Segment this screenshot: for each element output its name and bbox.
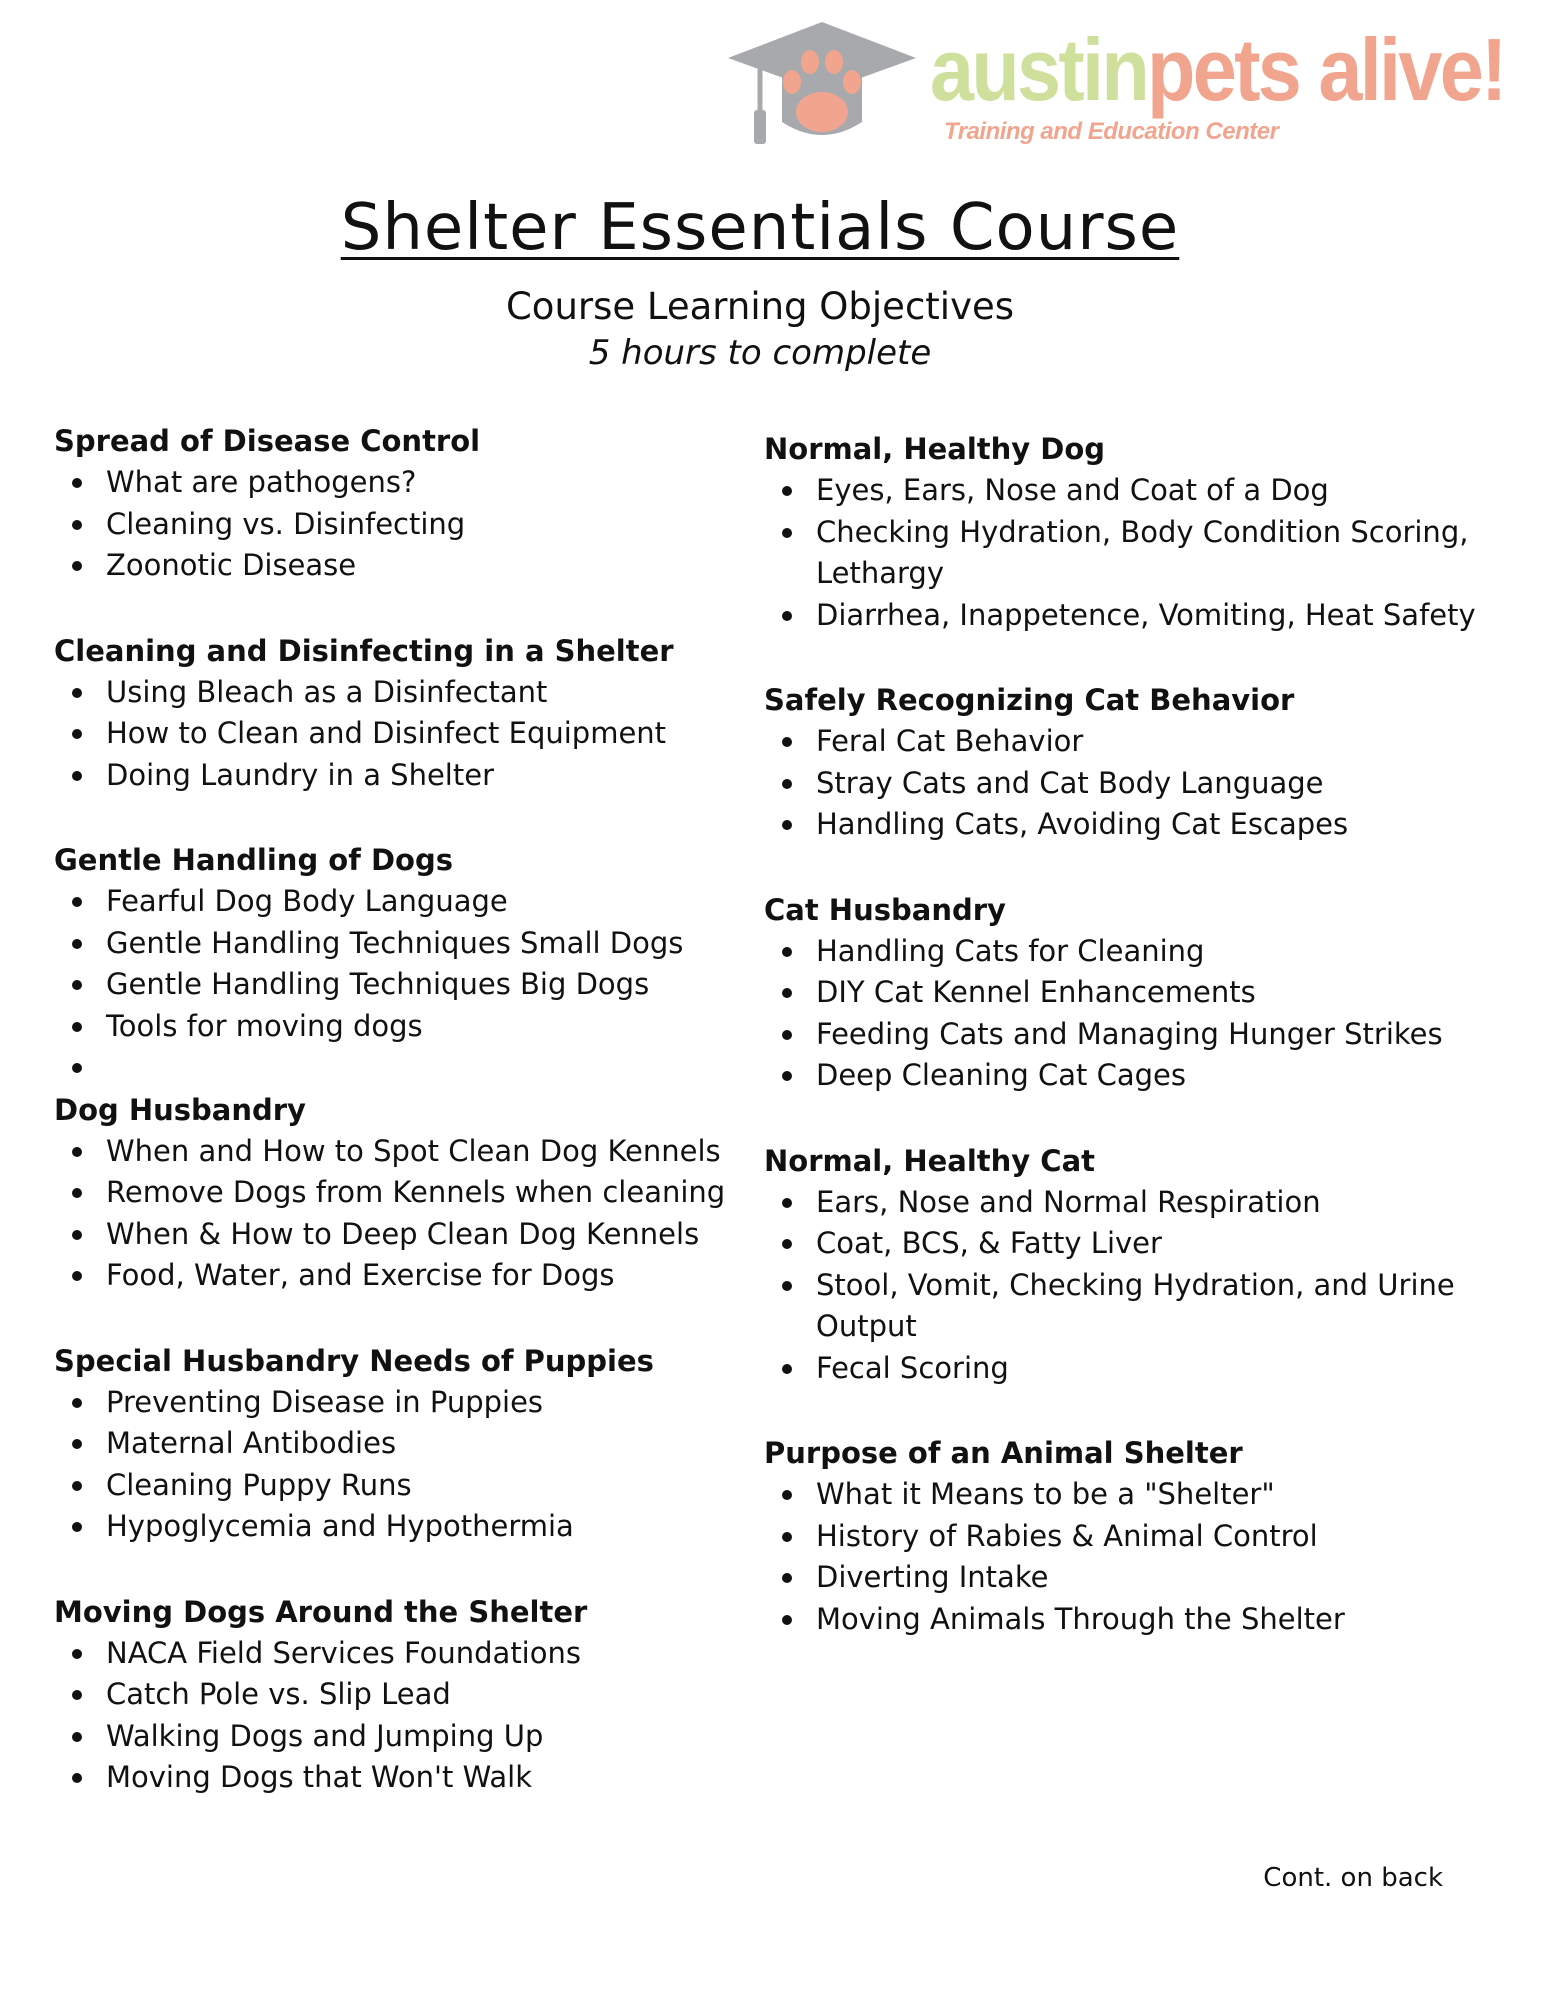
bullet-icon [72, 1439, 82, 1449]
section-title: Moving Dogs Around the Shelter [54, 1594, 588, 1629]
objective-list [54, 881, 754, 1089]
list-item [764, 595, 1504, 637]
list-item [764, 721, 1504, 763]
list-item-text: Doing Laundry in a Shelter [106, 757, 495, 792]
section-title: Gentle Handling of Dogs [54, 843, 453, 877]
bullet-icon [72, 1690, 82, 1700]
bullet-icon [72, 1188, 82, 1198]
objective-list [764, 470, 1504, 636]
list-item [764, 1599, 1504, 1641]
objective-section-safely-recognizing-cat-behavior [764, 679, 1504, 846]
bullet-icon [782, 1030, 792, 1040]
section-title: Dog Husbandry [54, 1092, 306, 1127]
objective-section-purpose-of-an-animal-shelter [764, 1432, 1504, 1640]
organization-logo [722, 14, 1528, 154]
list-item-text: Food, Water, and Exercise for Dogs [106, 1258, 615, 1292]
bullet-icon [72, 1398, 82, 1408]
bullet-icon [72, 478, 82, 488]
list-item [764, 931, 1504, 973]
list-item-text: Walking Dogs and Jumping Up [106, 1718, 544, 1753]
list-item-text: Handling Cats for Cleaning [816, 933, 1205, 968]
bullet-icon [782, 779, 792, 789]
list-item [54, 1047, 754, 1089]
bullet-icon [72, 1773, 82, 1783]
bullet-icon [782, 1615, 792, 1625]
list-item [54, 672, 754, 714]
section-title: Cleaning and Disinfecting in a Shelter [54, 633, 674, 668]
list-item-text: Handling Cats, Avoiding Cat Escapes [816, 807, 1349, 841]
list-item [54, 713, 754, 755]
list-item [54, 881, 754, 923]
section-title: Cat Husbandry [764, 892, 1006, 927]
list-item-text: Gentle Handling Techniques Small Dogs [106, 925, 684, 960]
list-item-text: Using Bleach as a Disinfectant [106, 674, 548, 709]
objective-list [764, 1182, 1504, 1390]
objective-list [54, 672, 754, 797]
objective-section-special-husbandry-needs-of-puppies [54, 1340, 754, 1548]
list-item-text: Diarrhea, Inappetence, Vomiting, Heat Safety [816, 597, 1476, 632]
section-title: Purpose of an Animal Shelter [764, 1436, 1243, 1470]
list-item [54, 1757, 754, 1799]
list-item [764, 1055, 1504, 1097]
list-item-text: Cleaning Puppy Runs [106, 1467, 412, 1502]
list-item [54, 1465, 754, 1507]
list-item-text: Fecal Scoring [816, 1350, 1009, 1385]
list-item [764, 1265, 1504, 1348]
list-item-text: What it Means to be a "Shelter" [816, 1477, 1275, 1511]
bullet-icon [782, 1364, 792, 1374]
list-item [54, 1716, 754, 1758]
graduation-cap-paw-icon [722, 14, 932, 154]
bullet-icon [72, 1271, 82, 1281]
objective-list [764, 721, 1504, 846]
list-item-text: Preventing Disease in Puppies [106, 1384, 544, 1419]
list-item [54, 1506, 754, 1548]
bullet-icon [72, 1022, 82, 1032]
list-item-text: When & How to Deep Clean Dog Kennels [106, 1216, 700, 1251]
bullet-icon [782, 1532, 792, 1542]
page-subtitle: Course Learning Objectives [505, 285, 1015, 328]
section-title: Normal, Healthy Cat [764, 1143, 1096, 1178]
list-item-text: Tools for moving dogs [106, 1008, 423, 1043]
bullet-icon [782, 528, 792, 538]
bullet-icon [782, 1573, 792, 1583]
objective-section-cleaning-and-disinfecting-in-a-shelter [54, 630, 754, 797]
list-item [54, 1674, 754, 1716]
list-item-text: Maternal Antibodies [106, 1426, 397, 1460]
bullet-icon [72, 897, 82, 907]
list-item [764, 1557, 1504, 1599]
bullet-icon [782, 988, 792, 998]
list-item [54, 1633, 754, 1675]
objective-section-dog-husbandry [54, 1089, 754, 1297]
objective-list [54, 1633, 754, 1799]
list-item [764, 763, 1504, 805]
bullet-icon [72, 688, 82, 698]
list-item-text: Ears, Nose and Normal Respiration [816, 1184, 1321, 1219]
list-item [764, 1516, 1504, 1558]
list-item-text: Diverting Intake [816, 1560, 1049, 1594]
list-item-text: Remove Dogs from Kennels when cleaning [106, 1175, 726, 1209]
list-item-text: Eyes, Ears, Nose and Coat of a Dog [816, 473, 1329, 507]
list-item-text: Checking Hydration, Body Condition Scoring, Lethargy [816, 514, 1469, 590]
bullet-icon [72, 980, 82, 990]
bullet-icon [72, 771, 82, 781]
list-item-text: Moving Animals Through the Shelter [816, 1601, 1345, 1636]
list-item-text: Moving Dogs that Won't Walk [106, 1760, 533, 1794]
objective-list [54, 1382, 754, 1548]
bullet-icon [782, 947, 792, 957]
continued-note: Cont. on back [1263, 1863, 1443, 1893]
bullet-icon [782, 820, 792, 830]
section-title: Spread of Disease Control [54, 424, 481, 458]
list-item-text: History of Rabies & Animal Control [816, 1518, 1318, 1553]
right-objectives-column [764, 428, 1504, 1683]
bullet-icon [782, 1239, 792, 1249]
list-item [54, 755, 754, 797]
list-item-text: Feral Cat Behavior [816, 724, 1084, 758]
bullet-icon [782, 1281, 792, 1291]
list-item [764, 1223, 1504, 1265]
list-item-text: Deep Cleaning Cat Cages [816, 1058, 1186, 1092]
list-item [764, 804, 1504, 846]
logo-word-austin: austin [930, 20, 1148, 119]
list-item [764, 1348, 1504, 1390]
list-item-text: Stool, Vomit, Checking Hydration, and Urine Output [816, 1267, 1455, 1343]
list-item-text: Cleaning vs. Disinfecting [106, 506, 466, 541]
list-item [54, 1172, 754, 1214]
bullet-icon [72, 561, 82, 571]
list-item-text: Gentle Handling Techniques Big Dogs [106, 967, 650, 1001]
section-title: Special Husbandry Needs of Puppies [54, 1343, 654, 1378]
bullet-icon [782, 1071, 792, 1081]
list-item [54, 923, 754, 965]
list-item [54, 462, 754, 504]
page-title: Shelter Essentials Course [340, 191, 1180, 265]
objective-section-moving-dogs-around-the-shelter [54, 1591, 754, 1799]
list-item [54, 964, 754, 1006]
bullet-icon [72, 1649, 82, 1659]
list-item [54, 545, 754, 587]
bullet-icon [782, 486, 792, 496]
objective-list [54, 1131, 754, 1297]
list-item-text: DIY Cat Kennel Enhancements [816, 975, 1256, 1009]
bullet-icon [72, 1481, 82, 1491]
bullet-icon [72, 520, 82, 530]
list-item [764, 1014, 1504, 1056]
list-item [54, 504, 754, 546]
objective-list [764, 1474, 1504, 1640]
bullet-icon [72, 1522, 82, 1532]
list-item-text: How to Clean and Disinfect Equipment [106, 716, 667, 750]
bullet-icon [782, 1198, 792, 1208]
section-title: Safely Recognizing Cat Behavior [764, 683, 1295, 717]
list-item-text: NACA Field Services Foundations [106, 1635, 581, 1670]
list-item [764, 512, 1504, 595]
list-item [764, 972, 1504, 1014]
objective-section-cat-husbandry [764, 889, 1504, 1097]
objective-section-gentle-handling-of-dogs [54, 839, 754, 1089]
logo-wordmark [930, 22, 1505, 118]
list-item-text: Feeding Cats and Managing Hunger Strikes [816, 1016, 1443, 1051]
bullet-icon [72, 1230, 82, 1240]
course-duration: 5 hours to complete [588, 333, 932, 373]
objective-section-normal-healthy-dog [764, 428, 1504, 636]
section-title: Normal, Healthy Dog [764, 432, 1106, 466]
objective-section-normal-healthy-cat [764, 1140, 1504, 1390]
bullet-icon [782, 1490, 792, 1500]
left-objectives-column [54, 420, 754, 1842]
logo-word-pets-alive: pets alive! [1147, 20, 1505, 119]
objective-list [54, 462, 754, 587]
list-item [54, 1006, 754, 1048]
bullet-icon [782, 737, 792, 747]
list-item-text: Catch Pole vs. Slip Lead [106, 1677, 451, 1711]
bullet-icon [72, 1732, 82, 1742]
list-item-text: Coat, BCS, & Fatty Liver [816, 1226, 1162, 1260]
bullet-icon [72, 729, 82, 739]
bullet-icon [72, 1147, 82, 1157]
bullet-icon [72, 1063, 82, 1073]
list-item [54, 1131, 754, 1173]
list-item [54, 1214, 754, 1256]
list-item-text: When and How to Spot Clean Dog Kennels [106, 1133, 721, 1168]
list-item-text: Fearful Dog Body Language [106, 884, 508, 918]
list-item-text: Zoonotic Disease [106, 548, 357, 582]
list-item [54, 1423, 754, 1465]
list-item [54, 1382, 754, 1424]
bullet-icon [782, 611, 792, 621]
objective-section-spread-of-disease-control [54, 420, 754, 587]
list-item-text: What are pathogens? [106, 465, 417, 499]
list-item-text: Stray Cats and Cat Body Language [816, 765, 1324, 800]
list-item [764, 1474, 1504, 1516]
bullet-icon [72, 939, 82, 949]
list-item-text: Hypoglycemia and Hypothermia [106, 1509, 574, 1543]
objective-list [764, 931, 1504, 1097]
list-item [764, 1182, 1504, 1224]
list-item [54, 1255, 754, 1297]
logo-tagline: Training and Education Center [944, 118, 1279, 145]
list-item [764, 470, 1504, 512]
